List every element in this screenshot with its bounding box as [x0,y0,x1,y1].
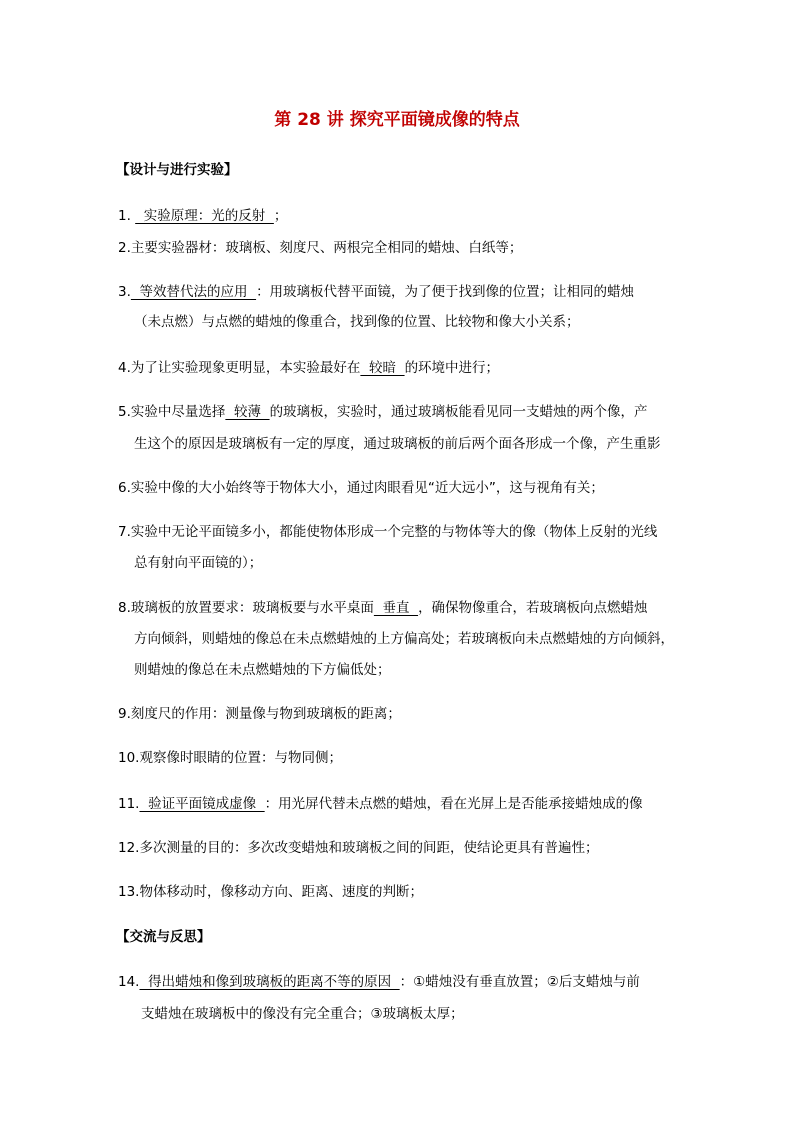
item-number: 11. [118,796,140,812]
item-2: 2.主要实验器材：玻璃板、刻度尺、两根完全相同的蜡烛、白纸等； [118,240,523,256]
item-text: 的玻璃板，实验时，通过玻璃板能看见同一支蜡烛的两个像，产 [269,404,648,420]
item-14 [118,970,640,990]
item-text: ：①蜡烛没有垂直放置；②后支蜡烛与前 [399,974,640,990]
item-5 [118,400,648,420]
blank-answer: 较暗 [360,360,405,376]
item-8 [118,596,648,616]
item-14-continued: 支蜡烛在玻璃板中的像没有完全重合；③玻璃板太厚； [141,1006,464,1022]
item-text: ，确保物像重合，若玻璃板向点燃蜡烛 [418,600,648,616]
blank-answer: 等效替代法的应用 [130,284,257,300]
item-3 [118,280,634,300]
blank-answer: 较薄 [225,404,270,420]
item-9: 9.刻度尺的作用：测量像与物到玻璃板的距离； [118,706,401,722]
item-10: 10.观察像时眼睛的位置：与物同侧； [118,750,342,766]
item-13: 13.物体移动时，像移动方向、距离、速度的判断； [118,884,423,900]
blank-answer: 实验原理：光的反射 [135,208,274,224]
item-text: 5.实验中尽量选择 [118,404,226,420]
item-text: ； [273,208,288,224]
item-11 [118,792,643,812]
blank-answer: 得出蜡烛和像到玻璃板的距离不等的原因 [139,974,400,990]
item-6: 6.实验中像的大小始终等于物体大小，通过肉眼看见“近大远小”，这与视角有关； [118,480,604,496]
item-text: ：用玻璃板代替平面镜，为了便于找到像的位置；让相同的蜡烛 [256,284,635,300]
page-title: 第 28 讲 探究平面镜成像的特点 [274,110,520,130]
item-text: 8.玻璃板的放置要求：玻璃板要与水平桌面 [118,600,374,616]
item-number: 1. [118,208,131,224]
item-5-continued: 生这个的原因是玻璃板有一定的厚度，通过玻璃板的前后两个面各形成一个像，产生重影 [134,436,661,452]
item-number: 14. [118,974,140,990]
item-1 [118,204,287,224]
item-text: 的环境中进行； [404,360,500,376]
section-heading-experiment: 【设计与进行实验】 [116,162,238,178]
item-text: ：用光屏代替未点燃的蜡烛，看在光屏上是否能承接蜡烛成的像 [264,796,643,812]
item-4 [118,356,499,376]
item-3-continued: （未点燃）与点燃的蜡烛的像重合，找到像的位置、比较物和像大小关系； [134,314,580,330]
item-7: 7.实验中无论平面镜多小，都能使物体形成一个完整的与物体等大的像（物体上反射的光线 [118,524,658,540]
blank-answer: 验证平面镜成虚像 [139,796,265,812]
item-7-continued: 总有射向平面镜的）； [134,555,263,571]
item-number: 3. [118,284,131,300]
item-text: 4.为了让实验现象更明显，本实验最好在 [118,360,361,376]
section-heading-reflection: 【交流与反思】 [116,929,211,945]
item-8-continued-2: 则蜡烛的像总在未点燃蜡烛的下方偏低处； [134,662,391,678]
item-12: 12.多次测量的目的：多次改变蜡烛和玻璃板之间的间距，使结论更具有普遍性； [118,840,599,856]
blank-answer: 垂直 [373,600,419,616]
item-8-continued-1: 方向倾斜，则蜡烛的像总在未点燃蜡烛的上方偏高处；若玻璃板向未点燃蜡烛的方向倾斜， [134,631,674,647]
